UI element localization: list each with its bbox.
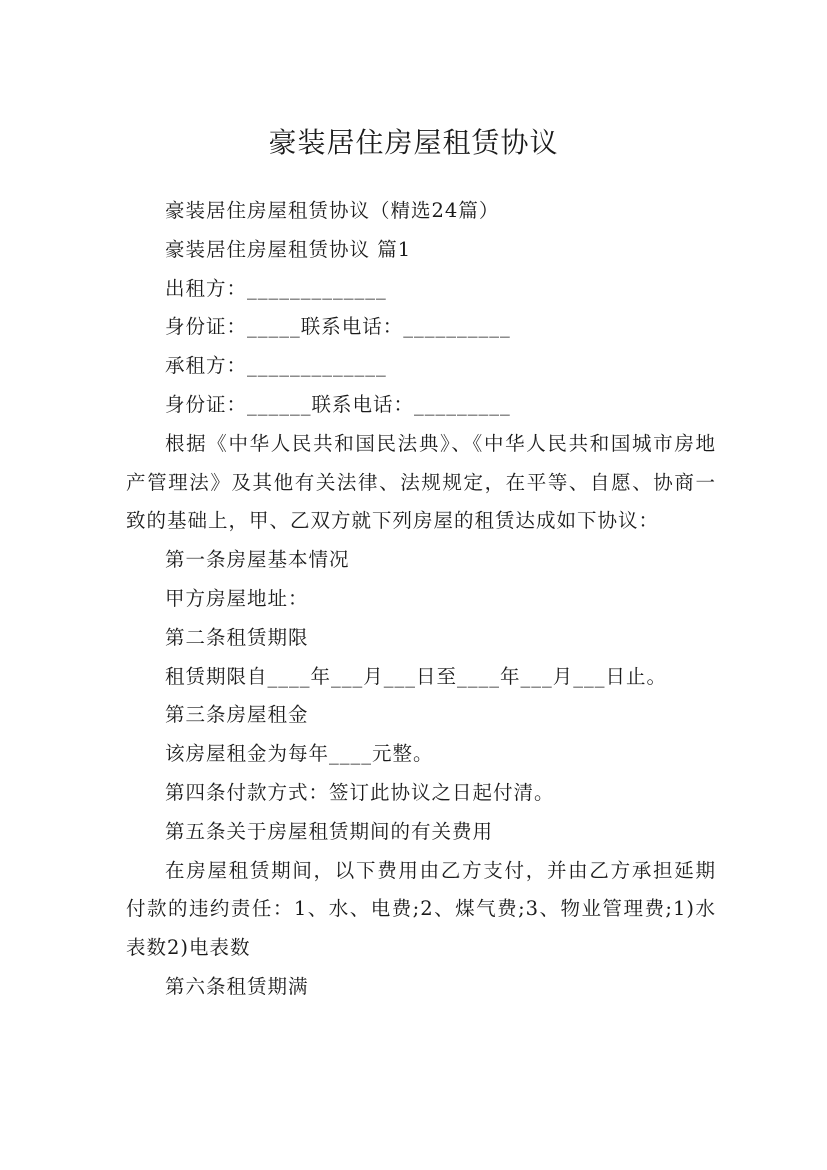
paragraph-lessee: 承租方：_____________ [165,354,387,378]
document-body [126,192,716,1007]
document-title: 豪装居住房屋租赁协议 [268,125,559,159]
paragraph-article-1: 第一条房屋基本情况 [165,548,350,572]
paragraph-rent: 该房屋租金为每年____元整。 [165,742,434,766]
paragraph-address: 甲方房屋地址： [165,586,309,610]
paragraph-lease-term: 租赁期限自____年___月___日至____年___月___日止。 [165,664,668,688]
paragraph-lessor: 出租方：_____________ [165,276,387,300]
paragraph-article-5: 第五条关于房屋租赁期间的有关费用 [165,819,494,843]
paragraph-subtitle: 豪装居住房屋租赁协议（精选24篇） [165,199,500,222]
paragraph-article-2: 第二条租赁期限 [165,625,309,649]
paragraph-preamble: 根据《中华人民共和国民法典》、《中华人民共和国城市房地产管理法》及其他有关法律、法规规定，在平等、自愿、协商一致的基础上，甲、乙双方就下列房屋的租赁达成如下协议： [126,431,716,533]
paragraph-lessee-id-phone: 身份证：______联系电话：_________ [165,392,511,416]
paragraph-section-heading: 豪装居住房屋租赁协议 篇1 [165,237,412,261]
paragraph-article-4: 第四条付款方式：签订此协议之日起付清。 [165,780,555,804]
paragraph-article-3: 第三条房屋租金 [165,703,309,727]
paragraph-article-6: 第六条租赁期满 [165,974,309,998]
paragraph-fees: 在房屋租赁期间，以下费用由乙方支付，并由乙方承担延期付款的违约责任：1、水、电费;2、煤气费;3、物业管理费;1)水表数2)电表数 [126,858,716,960]
paragraph-lessor-id-phone: 身份证：_____联系电话：__________ [165,315,511,339]
